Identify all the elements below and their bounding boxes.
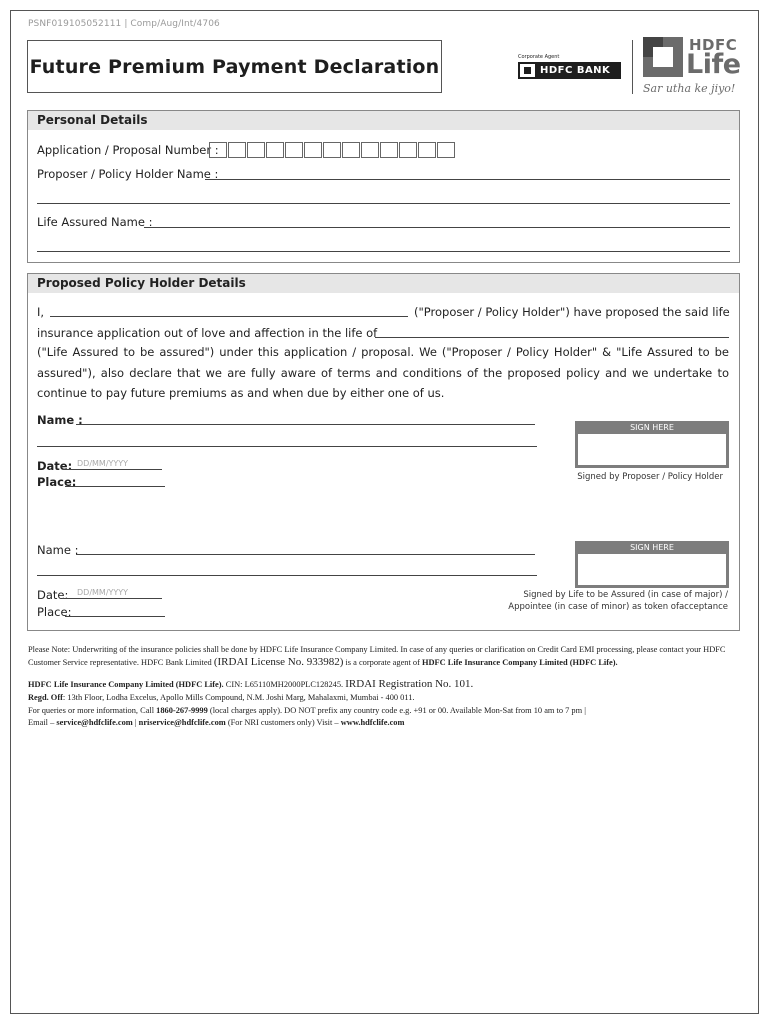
note-text: Please Note: Underwriting of the insurance policies shall be done by HDFC Life Insurance Company Limited. In case of any queries or clarification on Credit Card EMI processing, please contact your HDFC Customer Service representative. HDFC Bank Limited (28, 645, 726, 667)
form-code: PSNF019105052111 | Comp/Aug/Int/4706 (28, 19, 220, 29)
company-info (28, 678, 740, 691)
registered-office (28, 691, 740, 704)
place-label-2: Place: (37, 605, 72, 619)
email-nri-note: (For NRI customers only) Visit – (227, 718, 339, 727)
application-number-boxes[interactable] (209, 142, 456, 158)
life-assured-field-line2[interactable] (37, 251, 730, 252)
date-field-1[interactable] (63, 469, 162, 470)
place-field-2[interactable] (65, 616, 165, 617)
note-text-2: is a corporate agent of (345, 658, 420, 667)
digit-box[interactable] (399, 142, 417, 158)
company-name: HDFC Life Insurance Company Limited (HDFC Life). (28, 680, 224, 689)
digit-box[interactable] (418, 142, 436, 158)
website-link[interactable]: www.hdfclife.com (340, 718, 405, 727)
digit-box[interactable] (380, 142, 398, 158)
signature-area[interactable] (578, 554, 726, 585)
declarant-name-field[interactable] (50, 316, 408, 317)
date-hint-2: DD/MM/YYYY (77, 588, 129, 597)
sign-here-label: SIGN HERE (630, 423, 674, 432)
title-box (27, 40, 442, 93)
name-field-1-line2[interactable] (37, 446, 537, 447)
digit-box[interactable] (361, 142, 379, 158)
declaration-i: I, (37, 305, 45, 319)
email-nri-link[interactable]: nriservice@hdfclife.com (138, 718, 226, 727)
regd-address: : 13th Floor, Lodha Excelus, Apollo Mills Compound, N.M. Joshi Marg, Mahalaxmi, Mumbai - 400 011. (62, 693, 415, 702)
section-heading: Personal Details (28, 111, 739, 130)
email-separator: | (134, 718, 137, 727)
digit-box[interactable] (342, 142, 360, 158)
name-field-2-line2[interactable] (37, 575, 537, 576)
regd-label: Regd. Off (28, 693, 63, 702)
proposer-name-field[interactable] (205, 179, 730, 180)
digit-box[interactable] (266, 142, 284, 158)
place-field-1[interactable] (65, 486, 165, 487)
digit-box[interactable] (437, 142, 455, 158)
sign-caption-life-assured-2: Appointee (in case of minor) as token ofacceptance (508, 602, 728, 612)
hdfc-bank-logo (518, 62, 621, 79)
bank-name: HDFC BANK (540, 65, 611, 76)
digit-box[interactable] (209, 142, 227, 158)
phone-number[interactable]: 1860-267-9999 (156, 706, 208, 715)
section-heading: Proposed Policy Holder Details (28, 274, 739, 293)
underwriting-note (28, 643, 740, 669)
digit-box[interactable] (285, 142, 303, 158)
queries-text: For queries or more information, Call (28, 706, 155, 715)
logo-divider (632, 40, 633, 94)
name-label-2: Name : (37, 543, 79, 557)
bank-mark-icon (520, 64, 535, 77)
proposer-name-field-line2[interactable] (37, 203, 730, 204)
signature-area[interactable] (578, 434, 726, 465)
name-field-1[interactable] (76, 424, 535, 425)
brand-top: HDFC (689, 36, 738, 54)
declaration-line1: ("Proposer / Policy Holder") have proposed the said life (414, 305, 730, 319)
digit-box[interactable] (247, 142, 265, 158)
sign-box-life-assured[interactable] (575, 541, 729, 588)
name-label-1: Name : (37, 413, 83, 427)
application-number-label: Application / Proposal Number : (37, 143, 219, 157)
date-field-2[interactable] (63, 598, 162, 599)
irdai-license: (IRDAI License No. 933982) (213, 656, 344, 668)
email-label: Email – (28, 718, 55, 727)
date-label-1: Date: (37, 459, 73, 473)
corporate-agent-label: Corporate Agent (518, 54, 560, 60)
page-title: Future Premium Payment Declaration (29, 55, 440, 78)
life-assured-field[interactable] (144, 227, 730, 228)
digit-box[interactable] (323, 142, 341, 158)
digit-box[interactable] (228, 142, 246, 158)
life-of-field[interactable] (375, 337, 729, 338)
sign-caption-life-assured-1: Signed by Life to be Assured (in case of major) / (523, 590, 728, 600)
personal-details-section (27, 110, 740, 263)
sign-caption-proposer: Signed by Proposer / Policy Holder (577, 472, 723, 482)
sign-here-label: SIGN HERE (630, 543, 674, 552)
sign-box-proposer[interactable] (575, 421, 729, 468)
contact-line (28, 716, 740, 729)
declaration-line2: insurance application out of love and affection in the life of (37, 326, 378, 340)
declaration-body: ("Life Assured to be assured") under this application / proposal. We ("Proposer / Policy Holder" & "Life Assured to be assured"), also declare that we are fully aware of terms and conditions of the proposed policy and we undertake to continue to pay future premiums as and when due by either one of us. (37, 345, 729, 401)
note-company: HDFC Life Insurance Company Limited (HDFC Life). (421, 658, 618, 667)
brand-bottom: Life (686, 49, 741, 80)
date-label-2: Date: (37, 588, 69, 602)
date-hint-1: DD/MM/YYYY (77, 459, 129, 468)
hdfc-life-logo-icon (643, 37, 683, 77)
digit-box[interactable] (304, 142, 322, 158)
proposer-name-label: Proposer / Policy Holder Name : (37, 167, 219, 181)
cin: CIN: L65110MH2000PLC128245. (225, 680, 344, 689)
name-field-2[interactable] (76, 554, 535, 555)
queries-text-2: (local charges apply). DO NOT prefix any country code e.g. +91 or 00. Available Mon-Sat from 10 am to 7 pm | (209, 706, 586, 715)
place-label-1: Place: (37, 475, 77, 489)
email-service-link[interactable]: service@hdfclife.com (56, 718, 133, 727)
life-assured-label: Life Assured Name : (37, 215, 153, 229)
brand-tagline: Sar utha ke jiyo! (643, 82, 736, 95)
irdai-registration: IRDAI Registration No. 101. (345, 678, 474, 690)
